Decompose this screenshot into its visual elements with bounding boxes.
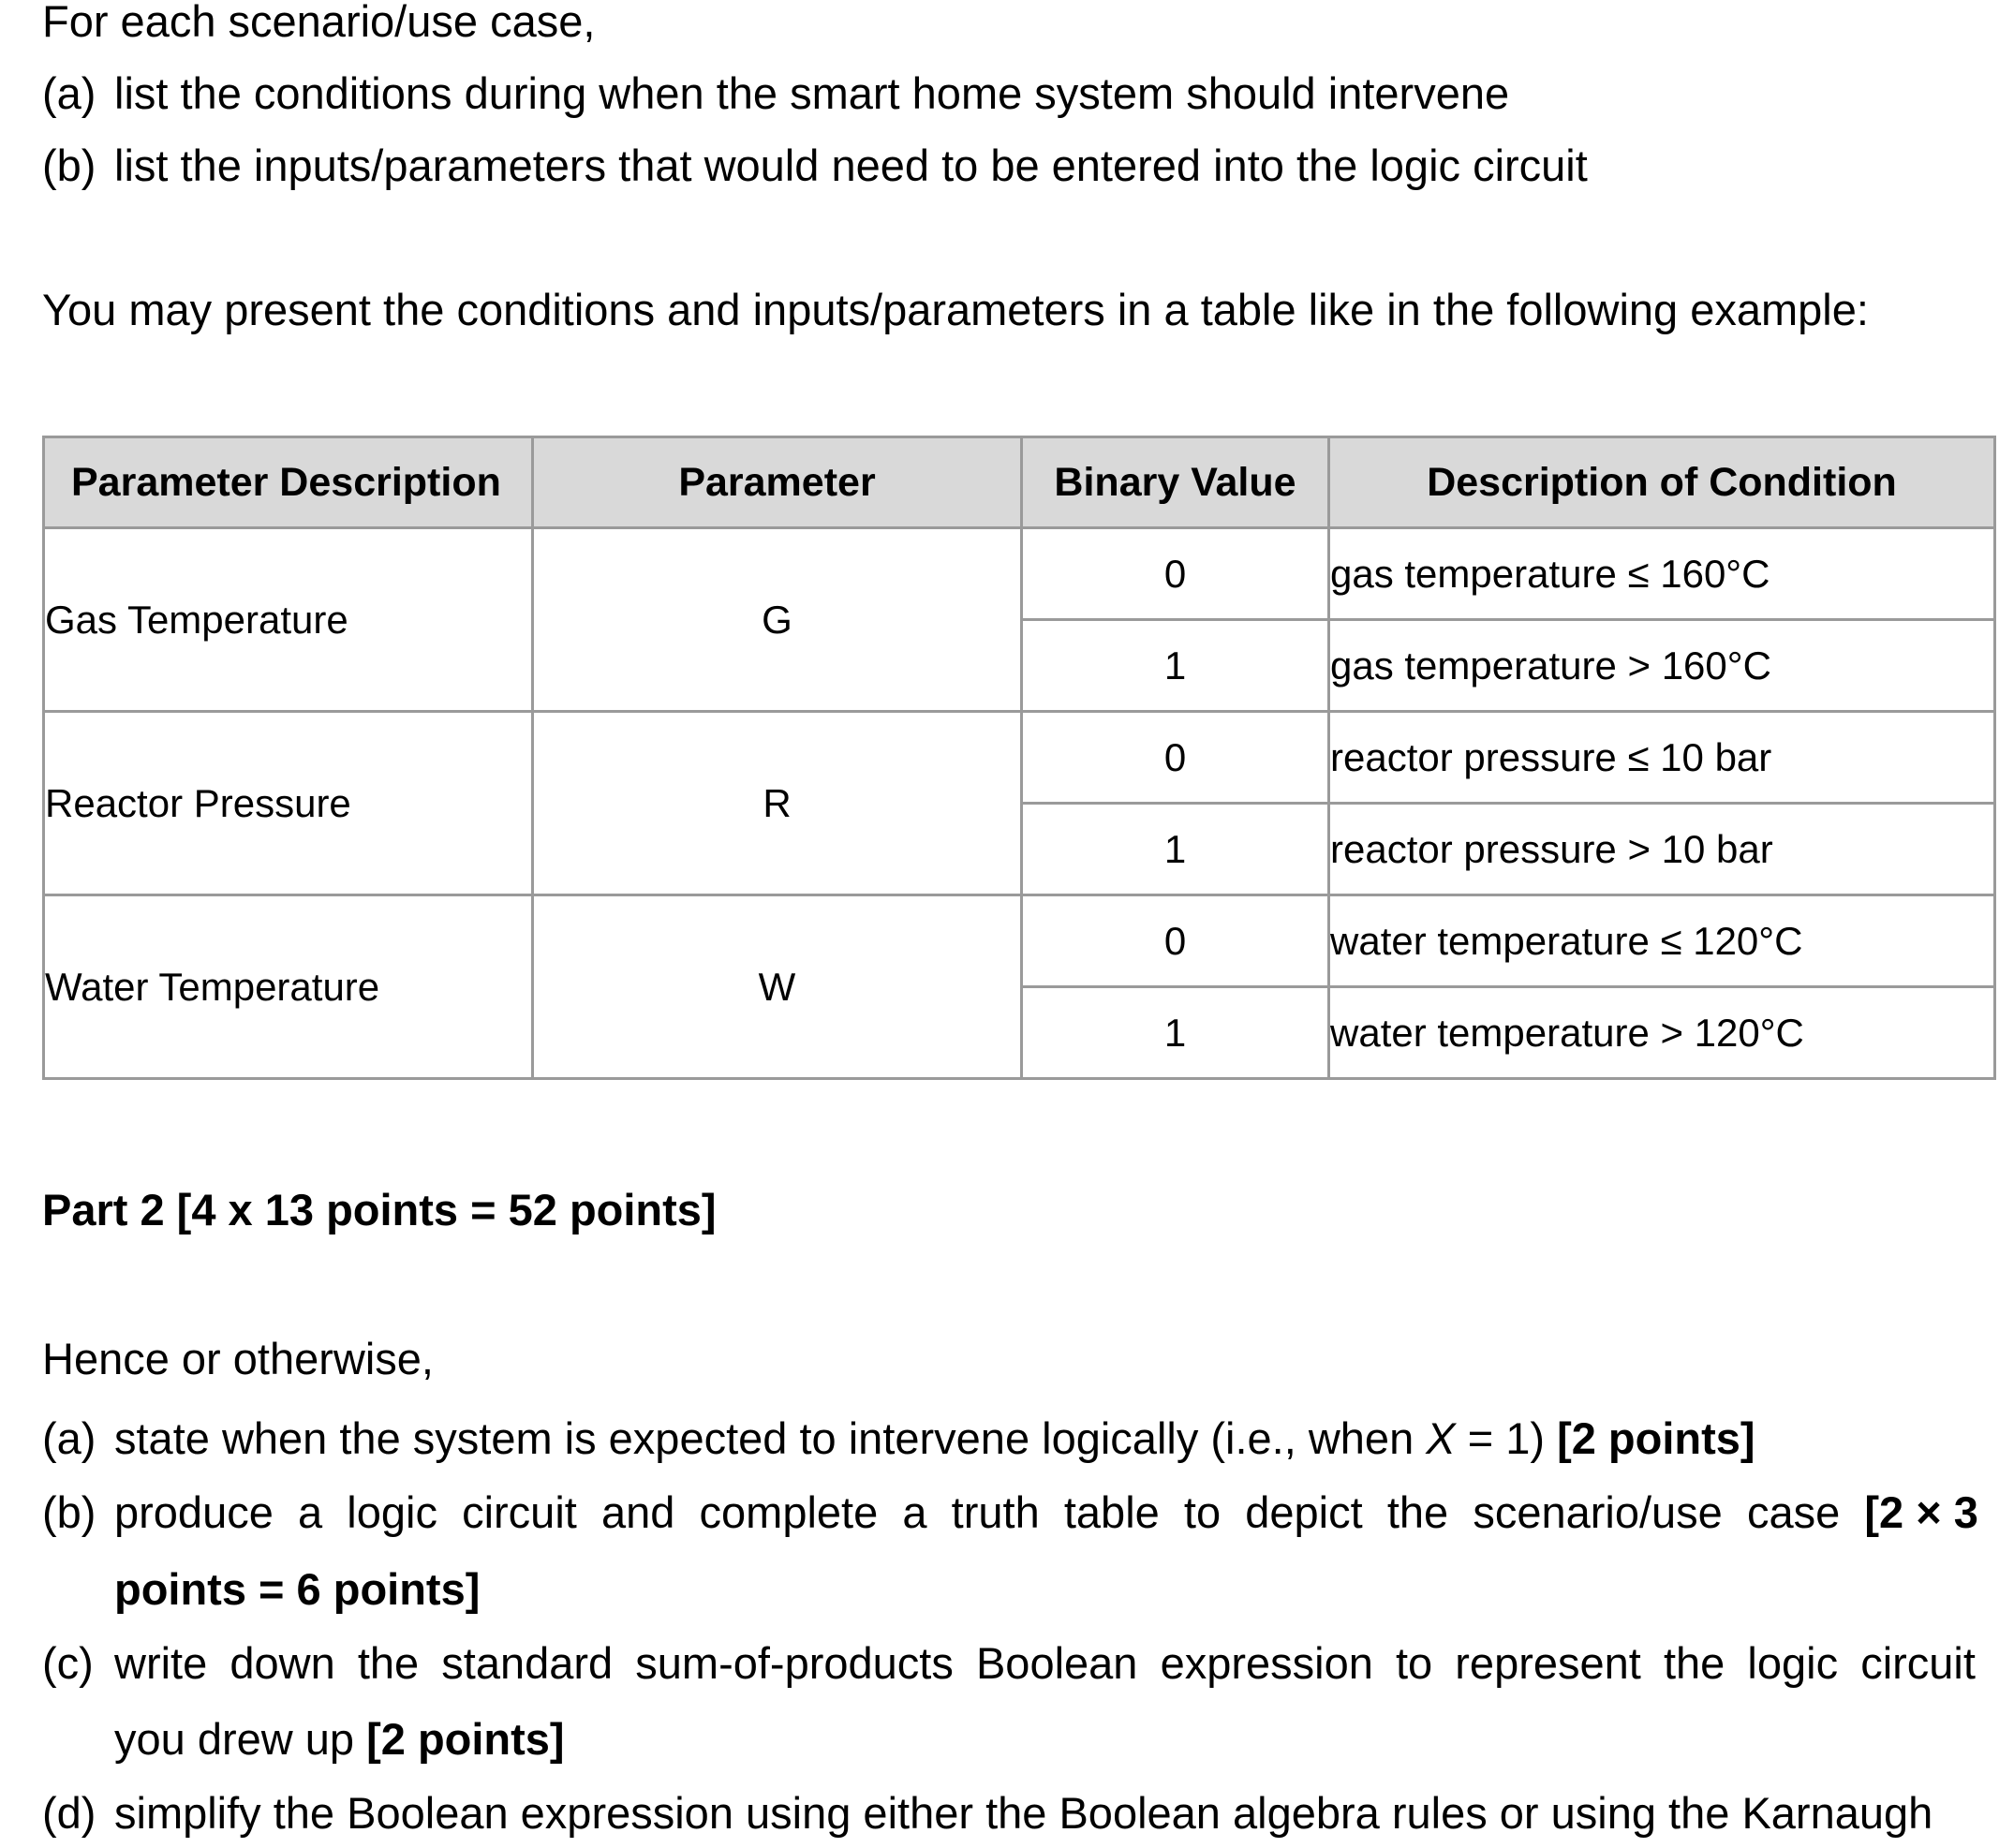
- word: produce: [114, 1487, 274, 1537]
- word: circuit: [1860, 1638, 1976, 1688]
- list-text: list the conditions during when the smart home system should intervene: [114, 68, 1510, 118]
- binary-value-cell: 0: [1022, 528, 1329, 620]
- part2-heading: Part 2 [4 x 13 points = 52 points]: [42, 1185, 717, 1234]
- word: the: [1386, 1487, 1449, 1537]
- list-marker: (a): [42, 1413, 96, 1463]
- justified-line: [114, 1635, 1976, 1692]
- word: a: [298, 1487, 323, 1537]
- word: truth: [951, 1487, 1040, 1537]
- binary-value-cell: 1: [1022, 804, 1329, 895]
- list-text: [114, 1561, 1977, 1618]
- binary-value-cell: 0: [1022, 895, 1329, 987]
- condition-cell: water temperature ≤ 120°C: [1329, 895, 1995, 987]
- condition-cell: reactor pressure ≤ 10 bar: [1329, 712, 1995, 804]
- variable-x: X: [1426, 1413, 1456, 1463]
- table-row: [44, 895, 1995, 987]
- header-parameter: Parameter: [533, 437, 1022, 528]
- points-label: [2 points]: [1557, 1413, 1755, 1463]
- word: depict: [1245, 1487, 1363, 1537]
- list-marker: (a): [42, 68, 96, 118]
- item-c-line2: you drew up: [114, 1714, 367, 1764]
- word: the: [1663, 1638, 1725, 1688]
- word: complete: [699, 1487, 879, 1537]
- word: logic: [1747, 1638, 1839, 1688]
- word: and: [600, 1487, 675, 1537]
- list-marker: (d): [42, 1788, 96, 1838]
- parameter-description-cell: Reactor Pressure: [44, 712, 533, 895]
- list-marker: (b): [42, 140, 96, 190]
- word: scenario/use: [1473, 1487, 1723, 1537]
- parameter-table: [42, 436, 1996, 1080]
- condition-cell: water temperature > 120°C: [1329, 987, 1995, 1079]
- word: to: [1395, 1638, 1433, 1688]
- parameter-description-cell: Water Temperature: [44, 895, 533, 1079]
- points-label: [2 points]: [366, 1714, 565, 1764]
- list-text: [114, 1485, 1978, 1541]
- part2-lead: Hence or otherwise,: [42, 1334, 434, 1383]
- list-text: list the inputs/parameters that would need to be entered into the logic circuit: [114, 140, 1588, 190]
- word: the: [357, 1638, 420, 1688]
- table-row: [44, 528, 1995, 620]
- table-header-row: [44, 437, 1995, 528]
- parameter-cell: R: [533, 712, 1022, 895]
- binary-value-cell: 0: [1022, 712, 1329, 804]
- word: down: [230, 1638, 335, 1688]
- word: expression: [1160, 1638, 1373, 1688]
- binary-value-cell: 1: [1022, 620, 1329, 712]
- table-row: [44, 712, 1995, 804]
- list-marker: (b): [42, 1487, 96, 1537]
- header-description-of-condition: Description of Condition: [1329, 437, 1995, 528]
- word: standard: [441, 1638, 614, 1688]
- list-text: [114, 1635, 1976, 1692]
- word: write: [114, 1638, 208, 1688]
- list-marker: (c): [42, 1638, 94, 1688]
- item-a-text: state when the system is expected to intervene logically (i.e., when: [114, 1413, 1427, 1463]
- header-parameter-description: Parameter Description: [44, 437, 533, 528]
- condition-cell: reactor pressure > 10 bar: [1329, 804, 1995, 895]
- word: to: [1183, 1487, 1222, 1537]
- parameter-description-cell: Gas Temperature: [44, 528, 533, 712]
- justified-line: [114, 1485, 1978, 1541]
- word: Boolean: [975, 1638, 1138, 1688]
- list-text: simplify the Boolean expression using either the Boolean algebra rules or using the Karnaugh: [114, 1788, 1933, 1838]
- points-label-end: points = 6 points]: [114, 1564, 481, 1614]
- binary-value-cell: 1: [1022, 987, 1329, 1079]
- word: table: [1063, 1487, 1160, 1537]
- table-intro-line: You may present the conditions and inputs/parameters in a table like in the following example:: [42, 285, 1869, 334]
- word: circuit: [462, 1487, 577, 1537]
- intro-line: For each scenario/use case,: [42, 0, 596, 46]
- word: logic: [347, 1487, 437, 1537]
- parameter-cell: G: [533, 528, 1022, 712]
- list-text: [114, 1711, 1977, 1767]
- word: case: [1746, 1487, 1841, 1537]
- condition-cell: gas temperature ≤ 160°C: [1329, 528, 1995, 620]
- header-binary-value: Binary Value: [1022, 437, 1329, 528]
- condition-cell: gas temperature > 160°C: [1329, 620, 1995, 712]
- word: sum-of-products: [635, 1638, 954, 1688]
- points-label-start: [2 × 3: [1864, 1487, 1978, 1537]
- parameter-cell: W: [533, 895, 1022, 1079]
- word: a: [902, 1487, 927, 1537]
- list-text: [114, 1411, 1977, 1467]
- item-a-text-after: = 1): [1455, 1413, 1558, 1463]
- word: represent: [1455, 1638, 1641, 1688]
